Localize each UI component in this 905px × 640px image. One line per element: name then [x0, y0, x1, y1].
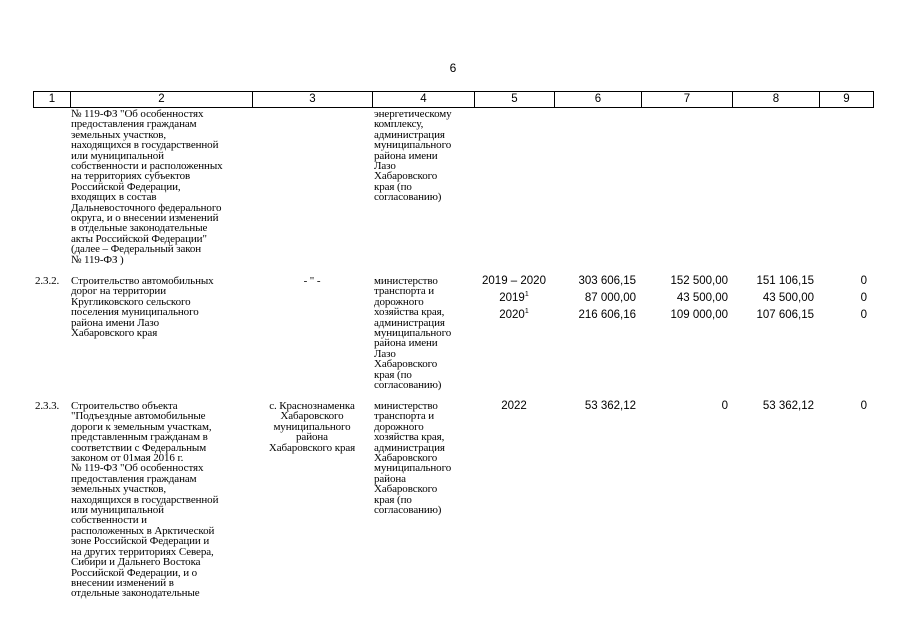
text-line: согласованию)	[374, 191, 442, 204]
text-line: законом от 01мая 2016 г.	[71, 452, 184, 465]
text-line: находящихся в государственной	[71, 493, 219, 506]
text-line: на других территориях Севера,	[71, 545, 214, 558]
text-line: администрация	[374, 316, 445, 329]
text-line: хозяйства края,	[374, 306, 445, 319]
period: 2019$^1$	[499, 291, 529, 304]
text-line: отдельные законодательные	[71, 587, 200, 600]
text-line: Кругликовского сельского	[71, 295, 191, 308]
row-local-amounts	[820, 398, 867, 415]
text-line: дорожного	[374, 420, 424, 433]
period: 2019 – 2020	[482, 275, 546, 287]
header-col-5: 5	[475, 92, 555, 108]
text-line: хозяйства края,	[374, 431, 445, 444]
row-periods	[474, 273, 554, 324]
row-place-cell	[253, 401, 371, 453]
row-executor-cell	[374, 401, 451, 515]
text-line: района имени	[374, 149, 438, 162]
header-col-2: 2	[71, 92, 253, 108]
continuation-executor-cell	[374, 109, 452, 203]
row-name-cell	[71, 401, 218, 599]
text-line: муниципального	[273, 420, 351, 433]
text-line: Лазо	[374, 347, 396, 360]
text-line: представленным гражданам в	[71, 431, 208, 444]
text-line: края (по	[374, 493, 412, 506]
row-place-cell	[253, 276, 371, 286]
text-line: министерство	[374, 400, 438, 412]
amount: 216 606,16	[578, 309, 636, 321]
text-line: Хабаровского края	[71, 327, 158, 340]
page-number: 6	[449, 61, 457, 75]
text-line: министерство	[374, 275, 438, 287]
text-line: № 119-ФЗ )	[71, 253, 124, 266]
text-line: входящих в состав	[71, 191, 157, 204]
amount: 151 106,15	[756, 275, 814, 287]
text-line: внесении изменений в	[71, 576, 174, 589]
text-line: или муниципальной	[71, 504, 164, 517]
text-line: собственности и расположенных	[71, 160, 223, 173]
row-total-amounts	[555, 398, 636, 415]
amount: 87 000,00	[584, 292, 636, 304]
text-line: "Подъездные автомобильные	[71, 410, 206, 423]
text-line: муниципального	[374, 139, 452, 152]
row-federal-amounts	[642, 273, 728, 324]
text-line: предоставления гражданам	[71, 472, 197, 485]
text-line: № 119-ФЗ "Об особенностях	[71, 108, 204, 120]
row-total-amounts	[555, 273, 636, 324]
header-col-4: 4	[373, 92, 475, 108]
text-line: администрация	[374, 441, 445, 454]
text-line: предоставления гражданам	[71, 118, 197, 131]
text-line: Хабаровского	[374, 358, 438, 371]
text-line: района	[374, 472, 406, 485]
text-line: Дальневосточного федерального	[71, 201, 222, 214]
text-line: земельных участков,	[71, 128, 167, 141]
text-line: - " -	[303, 275, 321, 287]
row-regional-amounts	[733, 273, 814, 324]
period: 2022	[501, 400, 527, 412]
text-line: расположенных в Арктической	[71, 524, 215, 537]
text-line: согласованию)	[374, 379, 442, 392]
header-col-6: 6	[555, 92, 642, 108]
amount: 53 362,12	[584, 400, 636, 412]
amount: 0	[721, 400, 728, 412]
text-line: дорожного	[374, 295, 424, 308]
amount: 0	[860, 275, 867, 287]
amount: 43 500,00	[676, 292, 728, 304]
text-line: Строительство объекта	[71, 400, 178, 412]
amount: 43 500,00	[762, 292, 814, 304]
table-header	[33, 91, 874, 108]
text-line: Хабаровского края	[268, 441, 356, 454]
text-line: поселения муниципального	[71, 306, 199, 319]
header-col-7: 7	[642, 92, 733, 108]
text-line: комплексу,	[374, 118, 424, 131]
text-line: № 119-ФЗ "Об особенностях	[71, 462, 204, 475]
text-line: района имени	[374, 337, 438, 350]
text-line: находящихся в государственной	[71, 139, 219, 152]
amount: 107 606,15	[756, 309, 814, 321]
text-line: в отдельные законодательные	[71, 222, 208, 235]
text-line: энергетическому	[374, 108, 452, 120]
text-line: соответствии с Федеральным	[71, 441, 207, 454]
text-line: согласованию)	[374, 504, 442, 517]
text-line: собственности и	[71, 514, 147, 527]
header-col-9: 9	[820, 92, 874, 108]
row-number: 2.3.3.	[35, 400, 60, 412]
text-line: транспорта и	[374, 410, 435, 423]
row-executor-cell	[374, 276, 451, 390]
text-line: с. Краснознаменка	[269, 400, 355, 412]
text-line: района имени Лазо	[71, 316, 159, 329]
text-line: района	[296, 431, 328, 444]
text-line: дороги к земельным участкам,	[71, 420, 212, 433]
amount: 0	[860, 309, 867, 321]
text-line: или муниципальной	[71, 149, 164, 162]
row-federal-amounts	[642, 398, 728, 415]
text-line: Хабаровского	[374, 170, 438, 183]
text-line: Лазо	[374, 160, 396, 173]
amount: 152 500,00	[670, 275, 728, 287]
text-line: на территориях субъектов	[71, 170, 191, 183]
text-line: края (по	[374, 180, 412, 193]
header-col-8: 8	[733, 92, 820, 108]
text-line: акты Российской Федерации"	[71, 232, 207, 245]
amount: 109 000,00	[670, 309, 728, 321]
row-local-amounts	[820, 273, 867, 324]
text-line: округа, и о внесении изменений	[71, 212, 219, 225]
text-line: земельных участков,	[71, 483, 167, 496]
amount: 0	[860, 400, 867, 412]
row-periods	[474, 398, 554, 415]
row-name-cell	[71, 276, 214, 338]
text-line: края (по	[374, 368, 412, 381]
continuation-name-cell	[71, 109, 223, 265]
text-line: муниципального	[374, 327, 452, 340]
text-line: Хабаровского	[280, 410, 344, 423]
header-col-3: 3	[253, 92, 373, 108]
text-line: Строительство автомобильных	[71, 275, 214, 287]
text-line: Сибири и Дальнего Востока	[71, 556, 201, 569]
text-line: (далее – Федеральный закон	[71, 243, 202, 256]
text-line: дорог на территории	[71, 285, 166, 298]
text-line: муниципального	[374, 462, 452, 475]
header-row	[34, 92, 874, 108]
amount: 303 606,15	[578, 275, 636, 287]
header-col-1: 1	[34, 92, 71, 108]
amount: 0	[860, 292, 867, 304]
text-line: Хабаровского	[374, 483, 438, 496]
row-regional-amounts	[733, 398, 814, 415]
text-line: администрация	[374, 128, 445, 141]
text-line: Хабаровского	[374, 452, 438, 465]
text-line: зоне Российской Федерации и	[71, 535, 210, 548]
text-line: Российской Федерации, и о	[71, 566, 198, 579]
amount: 53 362,12	[762, 400, 814, 412]
text-line: транспорта и	[374, 285, 435, 298]
text-line: Российской Федерации,	[71, 180, 181, 193]
row-number: 2.3.2.	[35, 275, 60, 287]
period: 2020$^1$	[499, 308, 529, 321]
